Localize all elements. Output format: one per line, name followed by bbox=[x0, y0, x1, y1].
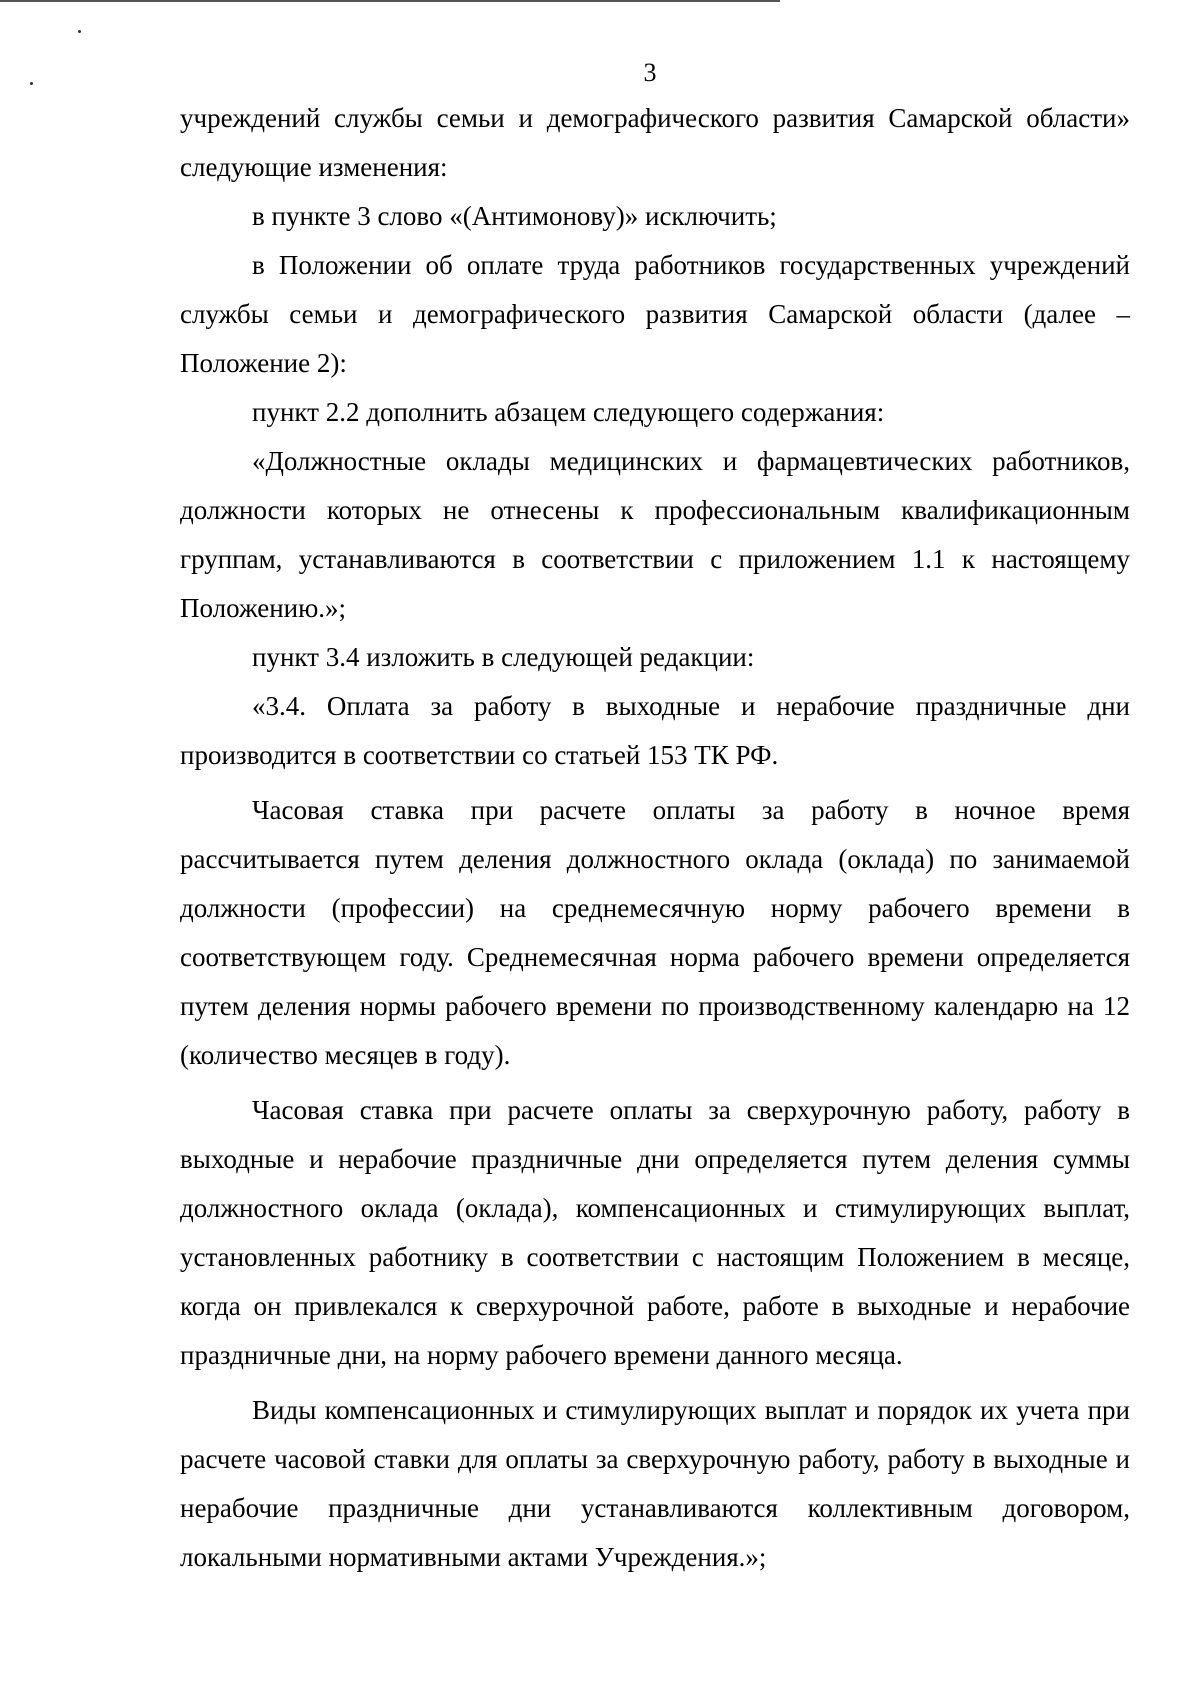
paragraph-overtime-rate: Часовая ставка при расчете оплаты за сверхурочную работу, работу в выходные и нерабочие праздничные дни определяется путем деления суммы должностного оклада (оклада), компенсационных и стимулирующих выплат, установленных работнику в соответствии с настоящим Положением в месяце, когда он привлекался к сверхурочной работе, работе в выходные и нерабочие праздничные дни, на норму рабочего времени данного месяца. bbox=[180, 1095, 1130, 1370]
paragraph-continuation: учреждений службы семьи и демографического развития Самарской области» следующие изменения: bbox=[180, 103, 1130, 182]
paragraph-item-2-2-text: «Должностные оклады медицинских и фармацевтических работников, должности которых не отнесены к профессиональным квалификационным группам, устанавливаются в соответствии с приложением 1.1 к настоящему Положению.»; bbox=[180, 446, 1130, 623]
paragraph-item-3-exclusion: в пункте 3 слово «(Антимонову)» исключить; bbox=[252, 201, 777, 231]
paragraph-payment-types: Виды компенсационных и стимулирующих выплат и порядок их учета при расчете часовой ставки для оплаты за сверхурочную работу, работу в выходные и нерабочие праздничные дни устанавливаются коллективным договором, локальными нормативными актами Учреждения.»; bbox=[180, 1395, 1130, 1572]
document-body bbox=[180, 94, 1130, 1582]
scan-border-line bbox=[0, 0, 780, 2]
paragraph-item-3-4-intro: пункт 3.4 изложить в следующей редакции: bbox=[252, 642, 755, 672]
paragraph-night-rate: Часовая ставка при расчете оплаты за работу в ночное время рассчитывается путем деления должностного оклада (оклада) по занимаемой должности (профессии) на среднемесячную норму рабочего времени в соответствующем году. Среднемесячная норма рабочего времени определяется путем деления нормы рабочего времени по производственному календарю на 12 (количество месяцев в году). bbox=[180, 795, 1130, 1070]
scan-speck bbox=[78, 30, 81, 33]
paragraph-item-2-2-intro: пункт 2.2 дополнить абзацем следующего содержания: bbox=[252, 397, 885, 427]
page-number: 3 bbox=[643, 58, 657, 87]
paragraph-item-3-4-text: «3.4. Оплата за работу в выходные и нерабочие праздничные дни производится в соответствии со статьей 153 ТК РФ. bbox=[180, 691, 1130, 770]
paragraph-regulation-2-intro: в Положении об оплате труда работников государственных учреждений службы семьи и демографического развития Самарской области (далее – Положение 2): bbox=[180, 250, 1130, 378]
